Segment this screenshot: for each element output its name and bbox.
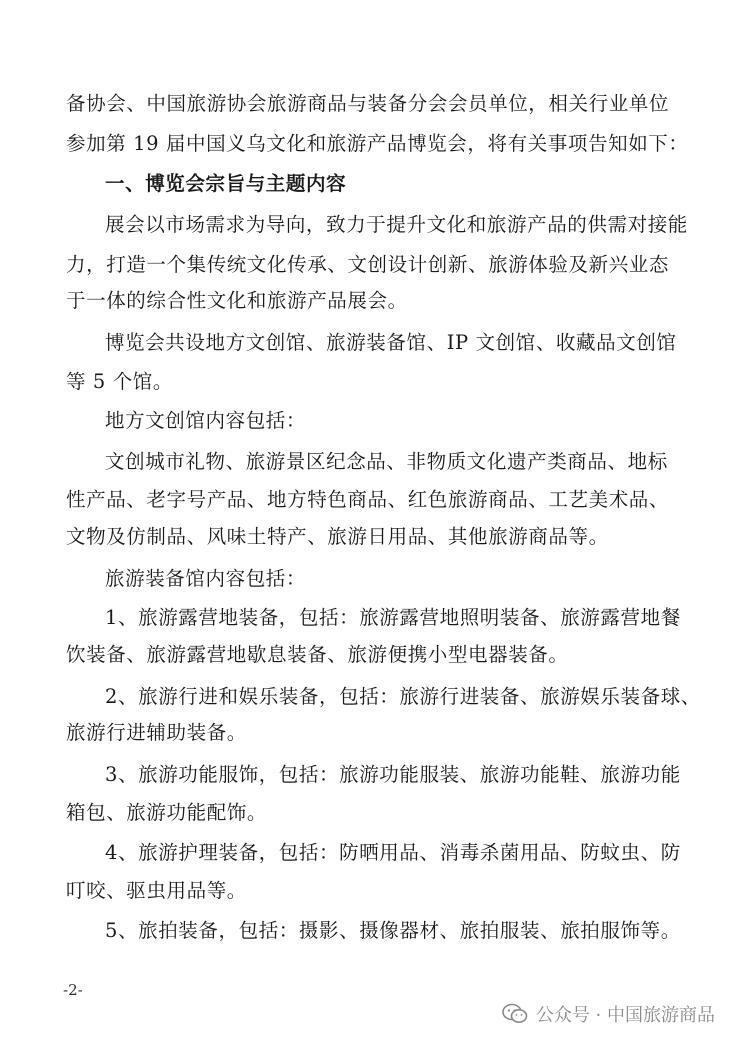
paragraph-line: 地方文创馆内容包括： (105, 409, 307, 432)
paragraph-line: 5、旅拍装备，包括：摄影、摄像器材、旅拍服装、旅拍服饰等。 (105, 919, 681, 942)
paragraph-line: 备协会、中国旅游协会旅游商品与装备分会会员单位，相关行业单位 (66, 92, 670, 115)
watermark (502, 1001, 715, 1027)
paragraph-line: 旅游装备馆内容包括： (105, 567, 307, 590)
paragraph-line: 等 5 个馆。 (66, 370, 174, 393)
paragraph-line: 旅游行进辅助装备。 (66, 721, 247, 744)
paragraph-line: 于一体的综合性文化和旅游产品展会。 (66, 289, 408, 312)
paragraph-line: 饮装备、旅游露营地歇息装备、旅游便携小型电器装备。 (66, 643, 569, 666)
paragraph-line: 展会以市场需求为导向，致力于提升文化和旅游产品的供需对接能 (105, 213, 688, 236)
paragraph-line: 2、旅游行进和娱乐装备，包括：旅游行进装备、旅游娱乐装备球、 (105, 685, 701, 708)
section-heading: 一、博览会宗旨与主题内容 (105, 172, 347, 195)
paragraph-line: 叮咬、驱虫用品等。 (66, 879, 247, 902)
page-number: -2- (63, 981, 83, 999)
watermark-text: 公众号 · 中国旅游商品 (535, 1005, 715, 1026)
paragraph-line: 文创城市礼物、旅游景区纪念品、非物质文化遗产类商品、地标 (105, 450, 668, 473)
paragraph-line: 箱包、旅游功能配饰。 (66, 801, 268, 824)
paragraph-line: 参加第 19 届中国义乌文化和旅游产品博览会，将有关事项告知如下： (66, 132, 689, 155)
paragraph-line: 3、旅游功能服饰，包括：旅游功能服装、旅游功能鞋、旅游功能 (105, 763, 681, 786)
paragraph-line: 4、旅游护理装备，包括：防晒用品、消毒杀菌用品、防蚊虫、防 (105, 841, 681, 864)
wechat-icon (502, 1003, 528, 1025)
paragraph-line: 博览会共设地方文创馆、旅游装备馆、IP 文创馆、收藏品文创馆 (105, 331, 677, 354)
paragraph-line: 力，打造一个集传统文化传承、文创设计创新、旅游体验及新兴业态 (66, 253, 670, 276)
paragraph-line: 文物及仿制品、风味土特产、旅游日用品、其他旅游商品等。 (66, 525, 609, 548)
paragraph-line: 1、旅游露营地装备，包括：旅游露营地照明装备、旅游露营地餐 (105, 606, 681, 629)
paragraph-line: 性产品、老字号产品、地方特色商品、红色旅游商品、工艺美术品、 (66, 488, 670, 511)
